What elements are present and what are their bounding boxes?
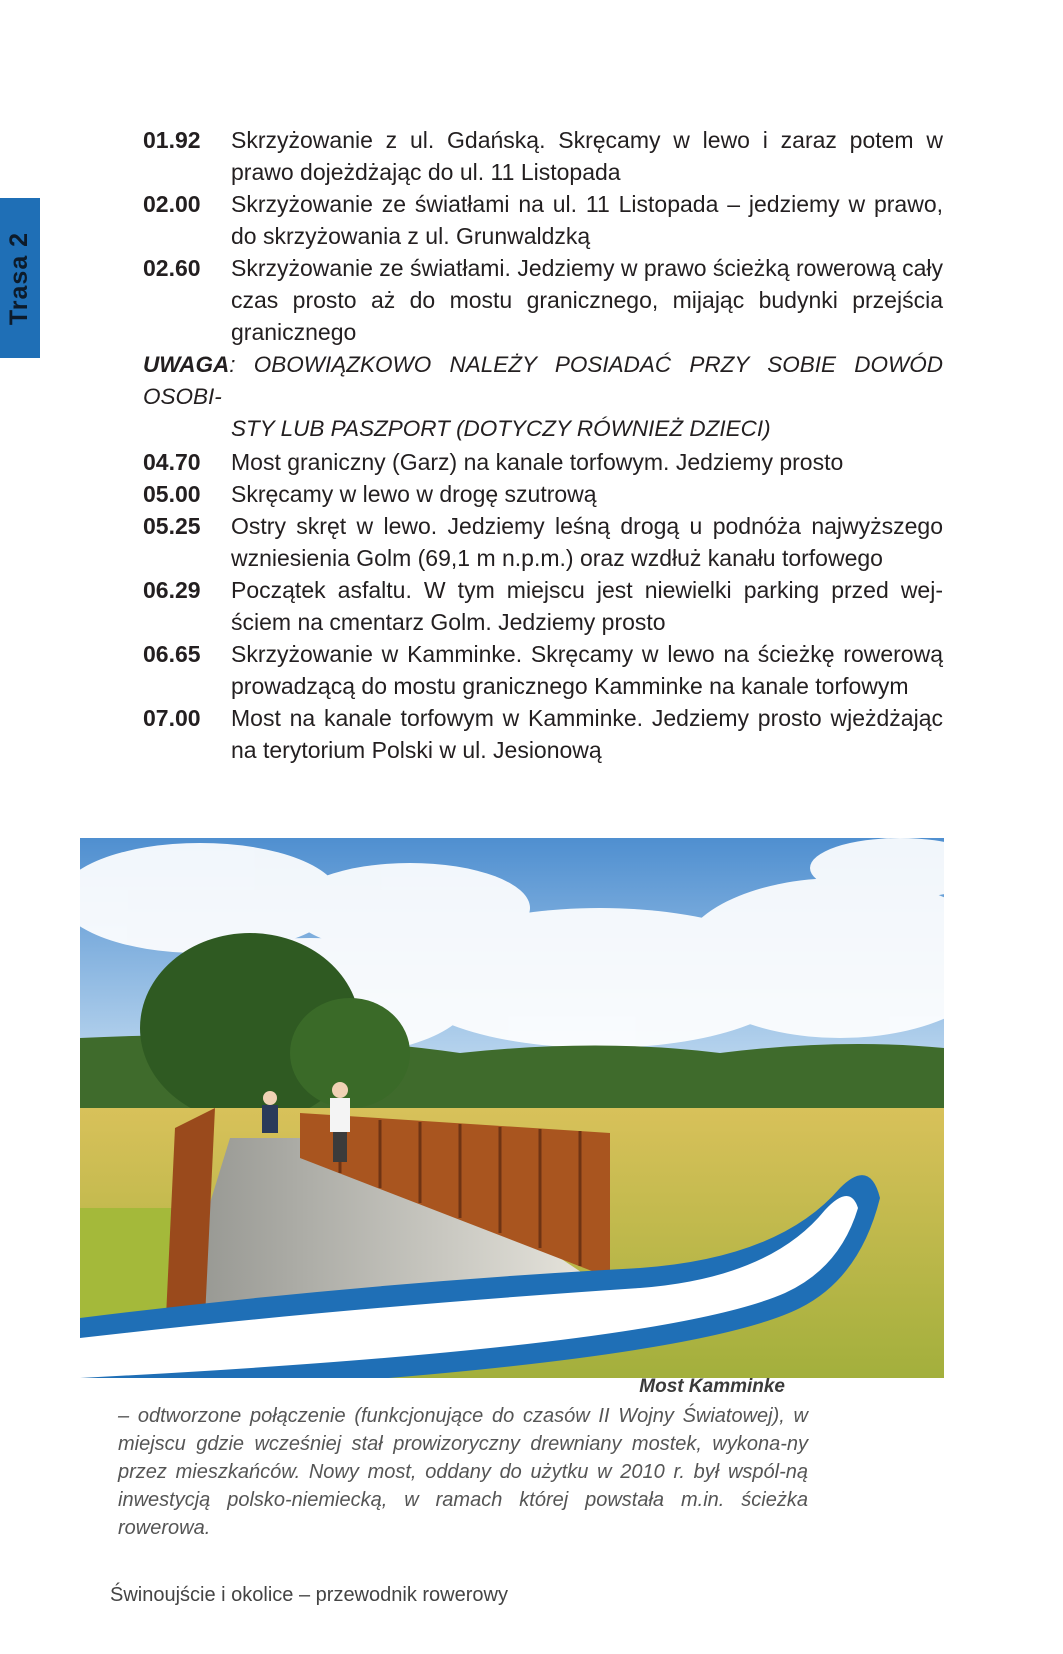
route-description: Skrzyżowanie ze światłami. Jedziemy w prawo ścieżką rowerową cały czas prosto aż do mostu granicznego, mijając budynki przejścia granicznego bbox=[231, 255, 943, 345]
route-entry bbox=[143, 638, 943, 702]
photo-caption: – odtworzone połączenie (funkcjonujące do czasów II Wojny Światowej), w miejscu gdzie wcześniej stał prowizoryczny drewniany mostek, wykona-ny przez mieszkańców. Nowy most, oddany do użytku w 2010 r. był wspól-ną inwestycją polsko-niemiecką, w ramach której powstała m.in. ścieżka rowerowa. bbox=[118, 1405, 808, 1539]
warning-text-line1: : OBOWIĄZKOWO NALEŻY POSIADAĆ PRZY SOBIE DOWÓD OSOBI- bbox=[143, 352, 943, 409]
route-km: 01.92 bbox=[143, 127, 201, 153]
route-km: 07.00 bbox=[143, 705, 201, 731]
route-km: 02.60 bbox=[143, 255, 201, 281]
route-description: Skręcamy w lewo w drogę szutrową bbox=[231, 481, 597, 507]
bridge-photo bbox=[80, 838, 944, 1398]
photo-caption-title: Most Kamminke bbox=[639, 1376, 785, 1397]
route-entry bbox=[143, 510, 943, 574]
warning-note bbox=[143, 349, 943, 445]
warning-text-line2: STY LUB PASZPORT (DOTYCZY RÓWNIEŻ DZIECI) bbox=[231, 416, 771, 441]
warning-label: UWAGA bbox=[143, 352, 230, 377]
route-side-tab bbox=[0, 198, 40, 358]
page-footer: Świnoujście i okolice – przewodnik rowerowy bbox=[110, 1584, 508, 1606]
route-list-part1 bbox=[143, 124, 943, 348]
route-description: Ostry skręt w lewo. Jedziemy leśną drogą u podnóża najwyższego wzniesienia Golm (69,1 m n.p.m.) oraz wzdłuż kanału torfowego bbox=[231, 513, 943, 571]
tree-cluster bbox=[290, 998, 410, 1108]
route-km: 06.29 bbox=[143, 577, 201, 603]
route-tab-label: Trasa 2 bbox=[5, 231, 34, 325]
photo-bottom-cover bbox=[80, 1378, 944, 1398]
route-entry bbox=[143, 446, 943, 478]
route-description: Skrzyżowanie w Kamminke. Skręcamy w lewo na ścieżkę rowerową prowadzącą do mostu granicznego Kamminke na kanale torfowym bbox=[231, 641, 943, 699]
route-km: 02.00 bbox=[143, 191, 201, 217]
route-entry bbox=[143, 702, 943, 766]
route-description: Początek asfaltu. W tym miejscu jest niewielki parking przed wej-ściem na cmentarz Golm. Jedziemy prosto bbox=[231, 577, 943, 635]
route-km: 06.65 bbox=[143, 641, 201, 667]
route-entry bbox=[143, 188, 943, 252]
route-km: 04.70 bbox=[143, 449, 201, 475]
route-list-part2 bbox=[143, 446, 943, 766]
route-description: Skrzyżowanie z ul. Gdańską. Skręcamy w lewo i zaraz potem w prawo dojeżdżając do ul. 11 Listopada bbox=[231, 127, 943, 185]
route-entry bbox=[143, 124, 943, 188]
route-description: Most graniczny (Garz) na kanale torfowym. Jedziemy prosto bbox=[231, 449, 844, 475]
route-entry bbox=[143, 478, 943, 510]
route-entry bbox=[143, 574, 943, 638]
route-km: 05.00 bbox=[143, 481, 201, 507]
bridge-photo-illustration bbox=[80, 838, 944, 1398]
route-km: 05.25 bbox=[143, 513, 201, 539]
route-entry bbox=[143, 252, 943, 348]
route-description: Skrzyżowanie ze światłami na ul. 11 Listopada – jedziemy w prawo, do skrzyżowania z ul. Grunwaldzką bbox=[231, 191, 943, 249]
route-description: Most na kanale torfowym w Kamminke. Jedziemy prosto wjeżdżając na terytorium Polski w ul. Jesionową bbox=[231, 705, 943, 763]
